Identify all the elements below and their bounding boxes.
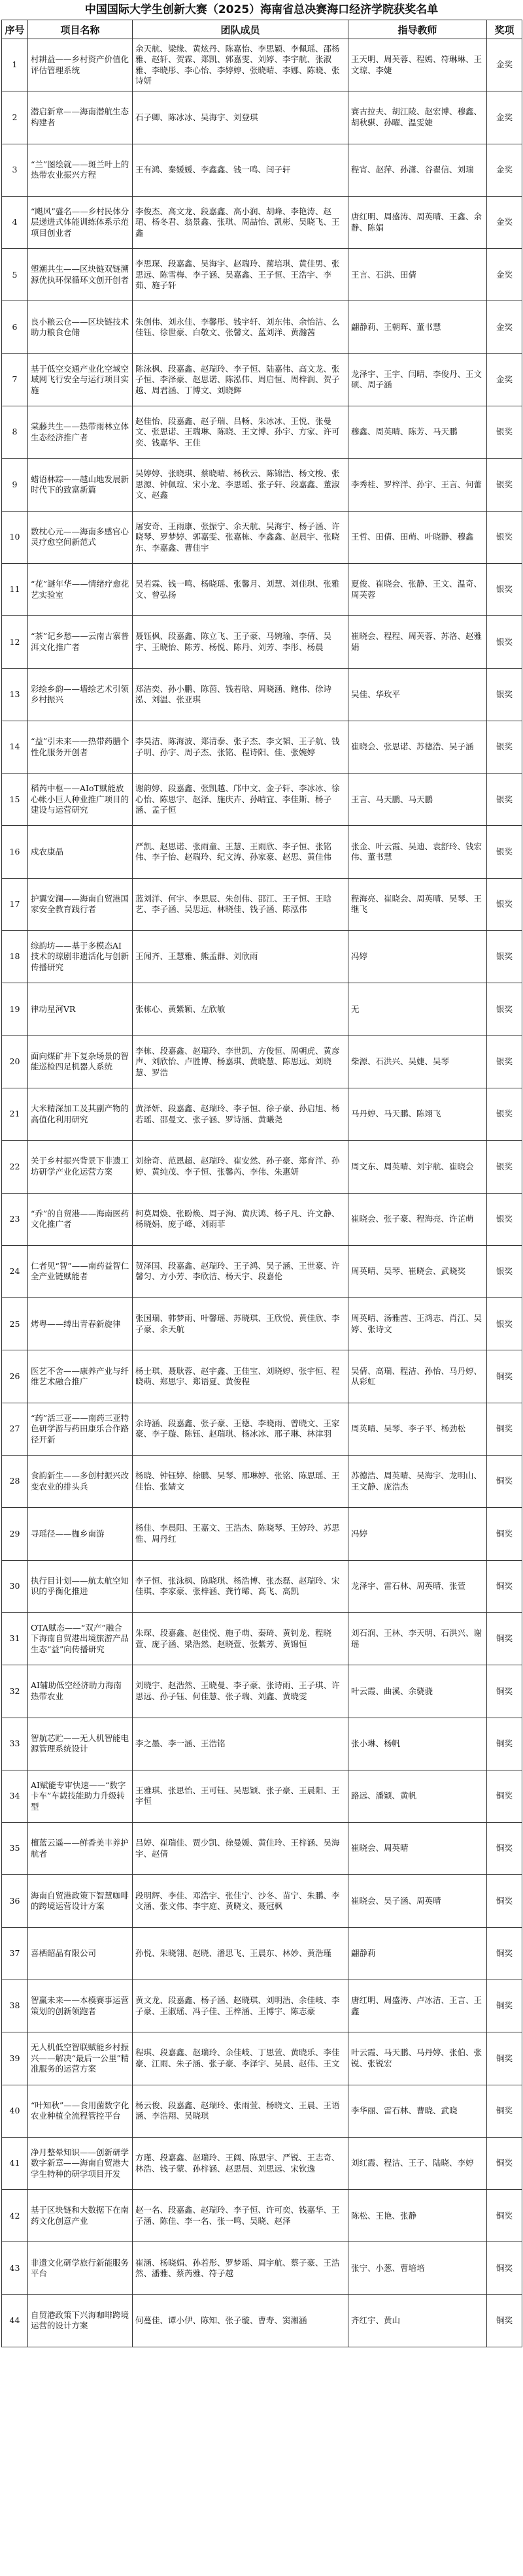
cell-team: 柯莫周焕、张盼焕、周子洵、黄庆鸿、杨子凡、许文静、杨晓娟、庞子峰、刘雨菲 (133, 1193, 348, 1245)
table-row (2, 931, 522, 983)
cell-no: 6 (2, 301, 28, 353)
cell-no: 41 (2, 2137, 28, 2189)
cell-project: 智航芯贮——无人机智能电源管理系统设计 (28, 1718, 133, 1770)
cell-no: 2 (2, 91, 28, 144)
cell-award: 铜奖 (487, 1350, 522, 1403)
cell-no: 25 (2, 1298, 28, 1350)
cell-team: 杨佳、李晨阳、王嘉文、王浩杰、陈晓琴、王婷玲、苏思惟、周丹红 (133, 1508, 348, 1560)
cell-award: 铜奖 (487, 2137, 522, 2189)
cell-project: 自贸港政策下兴海咖啡跨境运营的设计方案 (28, 2294, 133, 2347)
cell-project: 综韵坊——基于多模态AI技术的琼剧非遗活化与创新传播研究 (28, 931, 133, 983)
cell-award: 金奖 (487, 249, 522, 301)
cell-no: 21 (2, 1088, 28, 1140)
table-row (2, 826, 522, 878)
table-row (2, 1350, 522, 1403)
cell-team: 郑洁奕、孙小鹏、陈茵、钱若晗、周晓涵、鲍伟、徐诗泓、刘温、张亚琪 (133, 668, 348, 721)
cell-team: 王有鸿、秦媛媛、李鑫鑫、钱一鸣、闫子轩 (133, 144, 348, 196)
header-project: 项目名称 (28, 20, 133, 39)
table-row (2, 1245, 522, 1297)
cell-project: 律动星河VR (28, 983, 133, 1035)
table-row (2, 1403, 522, 1455)
cell-team: 方瑾、段嘉鑫、赵瑞玲、王阔、陈思宇、严锐、王志奇、林浩、钱子蒙、孙梓涵、赵思晨、刘思远、宋钦逸 (133, 2137, 348, 2189)
table-row (2, 1456, 522, 1508)
cell-teacher: 张小琳、杨帆 (348, 1718, 487, 1770)
cell-no: 24 (2, 1245, 28, 1297)
cell-teacher: 翩静莉 (348, 1927, 487, 1980)
table-row (2, 563, 522, 615)
cell-award: 铜奖 (487, 1980, 522, 2032)
cell-team: 贺泽国、段嘉鑫、赵瑞玲、王子鸿、吴子涵、王世豪、许馨匀、方小芳、李欣洁、杨天宇、段嘉伦 (133, 1245, 348, 1297)
table-row (2, 774, 522, 826)
cell-no: 10 (2, 511, 28, 563)
table-row (2, 511, 522, 563)
cell-project: OTA赋态——“双产”融合下海南自贸港出境旅游产品生态“益”向传播研究 (28, 1612, 133, 1665)
table-row (2, 1823, 522, 1875)
cell-team: 黄泽妍、段嘉鑫、赵瑞玲、李子恒、徐子豪、孙启旭、杨若瑶、邵曼文、张子涵、罗诗涵、黄曦尧 (133, 1088, 348, 1140)
cell-team: 杨士琪、聂耿蓉、赵宇鑫、王佳宝、刘晓婷、张宇恒、程晓萌、郑思宇、郑语夏、黄俊程 (133, 1350, 348, 1403)
cell-project: “飓风”盛名——乡村民体分层递进式体能训练体系示范项目创业者 (28, 196, 133, 248)
cell-project: 执行目计划——航太航空知识的乎衡化推进 (28, 1560, 133, 1612)
cell-team: 朱琛、段嘉鑫、赵佳悦、施子萌、秦琦、黄钊龙、程晓萱、庞子涵、梁浩然、赵晓萱、张紫芳、黄锦恒 (133, 1612, 348, 1665)
cell-award: 金奖 (487, 301, 522, 353)
cell-teacher: 程宵、赵萍、孙潇、谷翟信、刘瑞 (348, 144, 487, 196)
cell-no: 1 (2, 39, 28, 91)
cell-no: 30 (2, 1560, 28, 1612)
cell-award: 铜奖 (487, 1508, 522, 1560)
cell-project: 蜡语林踪——越山地发展新时代下的致富新篇 (28, 459, 133, 511)
cell-team: 吕婷、崔瑞佳、贾少凯、徐曼媛、黄佳玲、王梓涵、吴海宇、赵倩 (133, 1823, 348, 1875)
table-row (2, 2085, 522, 2137)
table-row (2, 1665, 522, 1718)
cell-team: 余天航、梁缘、黄炫丹、陈嘉怡、李思颖、李佩瑶、邵杨雅、赵轩、贺霖、郑凯、郭嘉雯、刘婷、李宇航、张淑雅、李晓彤、李心怡、李婷婷、张晓晴、李娜、陈晓、张诗妍 (133, 39, 348, 91)
table-row (2, 1718, 522, 1770)
cell-award: 银奖 (487, 931, 522, 983)
table-row (2, 616, 522, 668)
cell-project: “叶知秋”——食用菌数字化农业种植全流程管控平台 (28, 2085, 133, 2137)
table-row (2, 2032, 522, 2085)
cell-teacher: 无 (348, 983, 487, 1035)
cell-award: 银奖 (487, 1088, 522, 1140)
cell-team: 刘徐奇、范恩超、赵瑞玲、崔安然、孙子豪、郑育洋、孙婷、黄纯茂、李子恒、张馨芮、李伟、朱惠妍 (133, 1141, 348, 1193)
cell-teacher: 周英晴、吴琴、李子平、杨劲松 (348, 1403, 487, 1455)
table-row (2, 1980, 522, 2032)
table-row (2, 353, 522, 406)
table-row (2, 1193, 522, 1245)
cell-no: 39 (2, 2032, 28, 2085)
cell-award: 铜奖 (487, 2085, 522, 2137)
cell-no: 5 (2, 249, 28, 301)
cell-no: 20 (2, 1035, 28, 1088)
cell-team: 杨云俊、段嘉鑫、赵瑞玲、张雨萱、杨晓文、王晨、王语涵、李浩翔、吴晓琪 (133, 2085, 348, 2137)
table-row (2, 668, 522, 721)
cell-project: 净月整晕知识——创新研学数字新章——海南自贸港大学生特种的研学项目开发 (28, 2137, 133, 2189)
cell-teacher: 张金、叶云霞、吴迪、袁舒玲、钱宏伟、董书慧 (348, 826, 487, 878)
table-row (2, 2294, 522, 2347)
cell-teacher: 王哲、田倩、田萌、叶晓静、穆鑫 (348, 511, 487, 563)
table-row (2, 1141, 522, 1193)
cell-project: 面向煤矿井下复杂场景的智能巡检四足机器人系统 (28, 1035, 133, 1088)
cell-no: 26 (2, 1350, 28, 1403)
table-row (2, 1770, 522, 1822)
cell-team: 余诗涵、段嘉鑫、张子豪、王德、李晓雨、曾晓文、王家豪、李子璇、陈钰、赵瑞琪、杨冰冰、邢子琳、林津羽 (133, 1403, 348, 1455)
cell-project: 良小粮云仓——区块链技术助力粮食仓储 (28, 301, 133, 353)
cell-no: 13 (2, 668, 28, 721)
cell-project: 烤粤——缚出青春新旋律 (28, 1298, 133, 1350)
cell-teacher: 赛古拉夫、胡江陵、赵宏博、穆鑫、胡秋骐、孙曜、温雯婕 (348, 91, 487, 144)
cell-project: 喜栖韶晶有限公司 (28, 1927, 133, 1980)
cell-project: 关于乡村振兴背景下非遗工坊研学产业化运营方案 (28, 1141, 133, 1193)
cell-team: 张栋心、黄紫颖、左欣敏 (133, 983, 348, 1035)
cell-project: “花”謎年华——情绪疗愈花艺实验室 (28, 563, 133, 615)
cell-team: 李昊洁、陈海波、郑清泰、张子杰、李文韬、王子航、钱子明、孙宇、周子杰、张铭、程诗阳、佳、张婉婷 (133, 721, 348, 773)
cell-no: 3 (2, 144, 28, 196)
cell-project: 檀蓝云遥——鲜香美丰养护航者 (28, 1823, 133, 1875)
cell-team: 杨晓、钟钰婷、徐鹏、吴琴、邢琳婷、张铭、陈思瑶、王佳怡、张婧文 (133, 1456, 348, 1508)
cell-no: 9 (2, 459, 28, 511)
cell-teacher: 周英晴、吴琴、崔晓会、武晓奖 (348, 1245, 487, 1297)
cell-no: 38 (2, 1980, 28, 2032)
cell-teacher: 路远、潘颖、黄帆 (348, 1770, 487, 1822)
table-row (2, 196, 522, 248)
cell-no: 44 (2, 2294, 28, 2347)
cell-project: “兰”图绘就——斑兰叶上的热带农业振兴方程 (28, 144, 133, 196)
table-row (2, 2190, 522, 2242)
table-row (2, 878, 522, 930)
table-row (2, 1612, 522, 1665)
cell-project: 无人机低空智联赋能乡村振兴——解决“最后一公里”精准服务的运营方案 (28, 2032, 133, 2085)
cell-award: 铜奖 (487, 1718, 522, 1770)
table-row (2, 721, 522, 773)
table-body (2, 39, 522, 2347)
cell-project: “药”活三亚——南药三亚特色研学游与药田康乐合作路径开新 (28, 1403, 133, 1455)
cell-team: 王闻齐、王慧雅、熊孟群、刘欣雨 (133, 931, 348, 983)
cell-award: 金奖 (487, 353, 522, 406)
cell-teacher: 苏德浩、周英晴、吴海宇、龙明山、王文静、庞浩杰 (348, 1456, 487, 1508)
cell-teacher: 刘石润、王林、李天明、石洪兴、谢瑶 (348, 1612, 487, 1665)
cell-teacher: 吴佳、华玫平 (348, 668, 487, 721)
cell-team: 朱创伟、刘永佳、李馨彤、钱宇轩、刘东伟、余怡洁、么佳钰、徐世豪、白敬文、张馨文、蓝刘洋、黄瀚茜 (133, 301, 348, 353)
table-row (2, 301, 522, 353)
table-row (2, 1035, 522, 1088)
cell-teacher: 唐红明、周盛涛、周英晴、王鑫、余静、陈娟 (348, 196, 487, 248)
cell-project: 食韵新生——多创村振兴改变农业的排头兵 (28, 1456, 133, 1508)
cell-teacher: 龙泽宇、雷石林、周英晴、张萱 (348, 1560, 487, 1612)
cell-team: 张国瑞、韩梦雨、叶馨瑶、苏晓琪、王欣悦、黄佳欣、李子豪、余天航 (133, 1298, 348, 1350)
cell-project: “茶”记乡愁——云南古寨普洱文化推广者 (28, 616, 133, 668)
cell-project: AI赋能专审快速——“数字卡车”车载技能助力升级转型 (28, 1770, 133, 1822)
cell-award: 银奖 (487, 406, 522, 459)
cell-award: 铜奖 (487, 1665, 522, 1718)
cell-project: 仁者见“智”——南药益智仁全产业链赋能者 (28, 1245, 133, 1297)
header-team: 团队成员 (133, 20, 348, 39)
cell-teacher: 张宁、小葱、曹培培 (348, 2242, 487, 2294)
cell-team: 李之墨、李一涵、王浩铭 (133, 1718, 348, 1770)
cell-award: 铜奖 (487, 2190, 522, 2242)
table-row (2, 144, 522, 196)
cell-award: 银奖 (487, 616, 522, 668)
cell-no: 7 (2, 353, 28, 406)
cell-teacher: 刘红霞、程洁、王子、陆晓、李婷 (348, 2137, 487, 2189)
cell-teacher: 王言、石洪、田倩 (348, 249, 487, 301)
cell-teacher: 崔晓会、吴子涵、周英晴 (348, 1875, 487, 1927)
cell-no: 36 (2, 1875, 28, 1927)
cell-teacher: 周文东、周英晴、刘宇航、崔晓会 (348, 1141, 487, 1193)
cell-team: 聂钰枫、段嘉鑫、陈立飞、王子豪、马婉瑜、李倩、吴宇、王晓怡、陈芳、杨悦、陈丹、刘芳、李彤、杨晨 (133, 616, 348, 668)
cell-award: 银奖 (487, 774, 522, 826)
cell-no: 22 (2, 1141, 28, 1193)
cell-no: 18 (2, 931, 28, 983)
cell-team: 李子恒、张泳枫、陈晓琪、杨浩博、张杰磊、赵瑞玲、宋佳琪、李家豪、张梓涵、龚竹晞、高飞、高凯 (133, 1560, 348, 1612)
cell-award: 铜奖 (487, 1875, 522, 1927)
cell-no: 35 (2, 1823, 28, 1875)
cell-project: “益”引未来——热带药膳个性化服务开创者 (28, 721, 133, 773)
cell-project: AI辅助低空经济助力海南热带农业 (28, 1665, 133, 1718)
cell-award: 银奖 (487, 1245, 522, 1297)
cell-teacher: 吴倩、高瑞、程洁、孙怡、马丹婷、从彩虹 (348, 1350, 487, 1403)
cell-team: 屠安奇、王雨康、张振宁、余天航、吴海宇、杨子涵、许晓琴、罗梦婷、郭嘉雯、张嘉栋、李鑫鑫、赵晨宇、张晓东、李嘉鑫、曹佳宇 (133, 511, 348, 563)
cell-no: 32 (2, 1665, 28, 1718)
header-award: 奖项 (487, 20, 522, 39)
cell-project: 医艺不舍——康养产业与纤维艺术融合推广 (28, 1350, 133, 1403)
cell-team: 陈泳枫、段嘉鑫、赵瑞玲、李子恒、陆嘉伟、高文龙、张子恒、李泽豪、赵思诺、陈泓伟、周启恒、周梓润、贺子越、周君涵、丁博文、刘晓辉 (133, 353, 348, 406)
cell-award: 银奖 (487, 563, 522, 615)
cell-project: 数枕心元——海南多感官心灵疗愈空间新范式 (28, 511, 133, 563)
header-teacher: 指导教师 (348, 20, 487, 39)
cell-award: 铜奖 (487, 1770, 522, 1822)
award-table (1, 20, 522, 2347)
cell-team: 何蔓佳、谭小伊、陈知、张子璇、曹寿、窦湘涵 (133, 2294, 348, 2347)
cell-no: 37 (2, 1927, 28, 1980)
cell-project: 海南自贸港政策下智慧咖啡的跨境运营设计方案 (28, 1875, 133, 1927)
cell-teacher: 王言、马天鹏、马天鹏 (348, 774, 487, 826)
cell-no: 34 (2, 1770, 28, 1822)
header-no: 序号 (2, 20, 28, 39)
cell-project: 村耕益——乡村资产价值化评估管理系统 (28, 39, 133, 91)
cell-award: 铜奖 (487, 1823, 522, 1875)
cell-team: 蓝刘洋、何宇、李思辰、朱创伟、邵江、王子恒、王晗艺、李子涵、吴思远、林晓佳、钱子涵、陈泓伟 (133, 878, 348, 930)
cell-project: 护翼安澜——海南自贸港国家安全教育践行者 (28, 878, 133, 930)
cell-team: 赵佳怡、段嘉鑫、赵子瑞、吕畅、朱冰冰、王悦、张曼文、张思诺、王瑞琳、陈晓、王文博、孙宇、方家、许可奕、钱嘉华、王佳 (133, 406, 348, 459)
cell-no: 31 (2, 1612, 28, 1665)
cell-no: 28 (2, 1456, 28, 1508)
cell-project: 棠藤共生——热带雨林立体生态经济推广者 (28, 406, 133, 459)
cell-project: 彩绘乡韵——墙绘艺术引领乡村振兴 (28, 668, 133, 721)
cell-team: 崔涵、杨晓娟、孙若彤、罗梦瑶、周宇航、蔡子豪、王浩然、潘雅、蔡芮雅、符子越 (133, 2242, 348, 2294)
cell-team: 刘晓宇、赵浩然、王晓曼、李子豪、张诗雨、王子琪、许思远、孙子钰、何佳慧、张子瑞、刘鑫、黄晓雯 (133, 1665, 348, 1718)
cell-award: 银奖 (487, 721, 522, 773)
cell-teacher: 崔晓会、张思诺、苏德浩、吴子涵 (348, 721, 487, 773)
cell-teacher: 柴源、石洪兴、吴婕、吴琴 (348, 1035, 487, 1088)
cell-no: 27 (2, 1403, 28, 1455)
cell-no: 29 (2, 1508, 28, 1560)
cell-award: 银奖 (487, 1141, 522, 1193)
cell-award: 金奖 (487, 91, 522, 144)
cell-project: 稻芮中枢——AIoT赋能放心帐小巨人种业推广项目的建设与运营研究 (28, 774, 133, 826)
cell-team: 段明辉、李佳、邓浩宇、张佳宁、沙冬、苗宁、朱鹏、李文涵、张文伟、李宇庭、黄晓文、聂冠枫 (133, 1875, 348, 1927)
cell-award: 银奖 (487, 983, 522, 1035)
table-row (2, 1927, 522, 1980)
cell-no: 19 (2, 983, 28, 1035)
table-row (2, 983, 522, 1035)
cell-award: 铜奖 (487, 2242, 522, 2294)
cell-no: 14 (2, 721, 28, 773)
table-row (2, 249, 522, 301)
cell-no: 42 (2, 2190, 28, 2242)
cell-award: 银奖 (487, 459, 522, 511)
cell-award: 银奖 (487, 1035, 522, 1088)
cell-no: 12 (2, 616, 28, 668)
cell-teacher: 李秀桂、罗梓洋、孙宇、王言、何蕾 (348, 459, 487, 511)
cell-team: 黄文龙、段嘉鑫、杨子涵、赵晓琪、刘明浩、余佳岐、李子豪、王淑瑶、冯子佳、王梓涵、王博宇、陈志豪 (133, 1980, 348, 2032)
cell-teacher: 崔晓会、周英晴 (348, 1823, 487, 1875)
cell-award: 铜奖 (487, 1612, 522, 1665)
cell-teacher: 李华丽、雷石林、曹晓、武晓 (348, 2085, 487, 2137)
cell-team: 李思琛、段嘉鑫、吴海宇、赵瑞玲、蔺培琪、黄佳男、张思远、陈雪梅、李子涵、吴嘉鑫、王子恒、王浩宇、李茹、施子轩 (133, 249, 348, 301)
cell-teacher: 陈松、王艳、张静 (348, 2190, 487, 2242)
cell-award: 金奖 (487, 144, 522, 196)
cell-award: 金奖 (487, 39, 522, 91)
cell-team: 严凯、赵思诺、张雨童、王慧、王雨欣、李子恒、张铭伟、李子怡、赵瑞玲、纪文涛、孙家豪、赵思、黄佳伟 (133, 826, 348, 878)
table-row (2, 1875, 522, 1927)
table-row (2, 39, 522, 91)
cell-teacher: 冯婷 (348, 1508, 487, 1560)
cell-team: 王雅琪、张思怡、王可钰、吴思颖、张子豪、王晨阳、王宇恒 (133, 1770, 348, 1822)
cell-no: 15 (2, 774, 28, 826)
table-row (2, 2242, 522, 2294)
cell-award: 银奖 (487, 878, 522, 930)
table-header-row (2, 20, 522, 39)
cell-project: “乔”的自贸港——海南医药文化推广者 (28, 1193, 133, 1245)
cell-no: 8 (2, 406, 28, 459)
table-row (2, 91, 522, 144)
cell-no: 40 (2, 2085, 28, 2137)
cell-teacher: 唐红明、周盛涛、卢冰洁、王言、王鑫 (348, 1980, 487, 2032)
cell-teacher: 龙泽宇、王宇、闫晴、李俊丹、王文硕、周子涵 (348, 353, 487, 406)
cell-teacher: 叶云霞、曲溪、余骁骁 (348, 1665, 487, 1718)
cell-project: 基于区块链和大数据下在南药文化创意产业 (28, 2190, 133, 2242)
table-row (2, 459, 522, 511)
cell-award: 铜奖 (487, 2294, 522, 2347)
table-row (2, 1560, 522, 1612)
cell-award: 铜奖 (487, 2032, 522, 2085)
cell-project: 寻瑶径——枷乡南游 (28, 1508, 133, 1560)
cell-award: 铜奖 (487, 1456, 522, 1508)
cell-team: 李栋、段嘉鑫、赵瑞玲、李世凯、方俊恒、周朝虎、黄彦声、刘欣怡、卢胜博、杨嘉琪、黄晓慧、陈思远、刘晓慧、罗浩 (133, 1035, 348, 1088)
cell-project: 塑潮共生——区块链双链溯源优执环保循环文创开创者 (28, 249, 133, 301)
cell-teacher: 翩静莉、王朝晖、董书慧 (348, 301, 487, 353)
cell-project: 基于低空交通产业化空域空域网飞行安全与运行项目实施 (28, 353, 133, 406)
cell-team: 孙悦、朱晓翎、赵晓、潘思飞、王晨东、林妙、黄浩瑾 (133, 1927, 348, 1980)
cell-project: 智赢未来——本模赛事运营策划的创新领跑者 (28, 1980, 133, 2032)
cell-no: 11 (2, 563, 28, 615)
cell-no: 33 (2, 1718, 28, 1770)
cell-teacher: 夏俊、崔晓会、张静、王文、温奇、周芙蓉 (348, 563, 487, 615)
cell-no: 16 (2, 826, 28, 878)
cell-team: 吴婷婷、张晓琪、蔡晓晴、杨秋云、陈锦浩、杨文梭、张思源、钟佩瑄、宋小龙、李思瑶、张子轩、段嘉鑫、董淑文、赵鑫 (133, 459, 348, 511)
cell-award: 银奖 (487, 668, 522, 721)
cell-teacher: 王天明、周芙蓉、程嫣、符琳琳、王文琼、李婕 (348, 39, 487, 91)
cell-award: 银奖 (487, 511, 522, 563)
cell-team: 吴若霖、钱一鸣、杨晓瑶、张馨月、刘慧、刘佳琪、张雅文、曾弘扬 (133, 563, 348, 615)
cell-project: 戍农康晶 (28, 826, 133, 878)
cell-teacher: 崔晓会、程程、周芙蓉、苏洛、赵雅娟 (348, 616, 487, 668)
cell-teacher: 叶云霞、马天鹏、马丹婷、张伯、张锐、张锐宏 (348, 2032, 487, 2085)
cell-no: 23 (2, 1193, 28, 1245)
table-row (2, 1298, 522, 1350)
cell-teacher: 齐红宇、黄山 (348, 2294, 487, 2347)
cell-award: 金奖 (487, 196, 522, 248)
cell-award: 铜奖 (487, 1403, 522, 1455)
cell-team: 赵一名、段嘉鑫、赵瑞玲、李子恒、许可奕、钱嘉华、王子涵、陈佳、李一名、张一鸣、吴晓、赵泽 (133, 2190, 348, 2242)
cell-team: 程琪、段嘉鑫、赵瑞玲、余佳岐、丁思萱、黄晓乐、李佳豪、江雨、朱子涵、张子豪、李泽宇、吴晨、赵伟、王文 (133, 2032, 348, 2085)
table-row (2, 1508, 522, 1560)
cell-teacher: 程海亮、崔晓会、周英晴、吴琴、王继飞 (348, 878, 487, 930)
table-row (2, 1088, 522, 1140)
cell-award: 铜奖 (487, 1560, 522, 1612)
cell-teacher: 马丹婷、马天鹏、陈翊飞 (348, 1088, 487, 1140)
cell-project: 大米精深加工及其副产物的高值化利用研究 (28, 1088, 133, 1140)
table-row (2, 406, 522, 459)
cell-teacher: 崔晓会、张子豪、程海亮、许芷萌 (348, 1193, 487, 1245)
cell-teacher: 穆鑫、周英晴、陈芳、马天鹏 (348, 406, 487, 459)
cell-teacher: 冯婷 (348, 931, 487, 983)
cell-teacher: 周英晴、汤雅茜、王鸿志、肖江、吴婷、张诗文 (348, 1298, 487, 1350)
cell-project: 非遗文化研学旅行新能服务平台 (28, 2242, 133, 2294)
cell-project: 潜启新章——海南潜航生态构建者 (28, 91, 133, 144)
cell-team: 石子卿、陈冰冰、吴海宇、刘登琪 (133, 91, 348, 144)
cell-award: 铜奖 (487, 1927, 522, 1980)
table-row (2, 2137, 522, 2189)
cell-no: 43 (2, 2242, 28, 2294)
page-title: 中国国际大学生创新大赛（2025）海南省总决赛海口经济学院获奖名单 (84, 3, 439, 16)
cell-award: 银奖 (487, 826, 522, 878)
cell-team: 李俊杰、高文龙、段嘉鑫、高小润、胡峰、李艳涛、赵珺、杨冬君、翁景鑫、张琪、周喆怡、凯彬、吴晓飞、王鑫 (133, 196, 348, 248)
cell-team: 谢韵婷、段嘉鑫、张凯越、邝中文、金子轩、李冰冰、徐心怡、陈思宇、赵泽、施庆卉、孙晴宜、李佳斯、杨子涵、孟子恒 (133, 774, 348, 826)
cell-no: 4 (2, 196, 28, 248)
cell-no: 17 (2, 878, 28, 930)
cell-award: 银奖 (487, 1193, 522, 1245)
cell-award: 银奖 (487, 1298, 522, 1350)
